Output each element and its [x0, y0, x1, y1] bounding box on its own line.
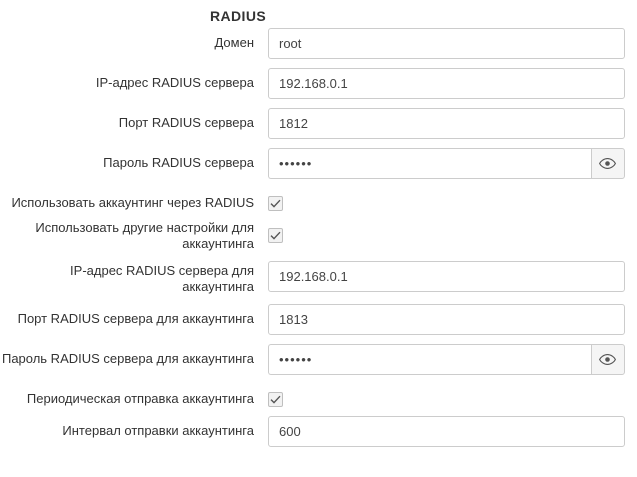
accounting-server-password-input[interactable] [268, 344, 591, 375]
domain-field-wrap [268, 28, 637, 59]
server-password-label: Пароль RADIUS сервера [103, 155, 254, 170]
accounting-server-password-input-group [268, 344, 625, 375]
use-other-accounting-settings-label-line1: Использовать другие настройки для [35, 220, 254, 235]
accounting-server-port-field-wrap [268, 304, 637, 335]
accounting-server-ip-label-line2: аккаунтинга [182, 279, 254, 294]
accounting-interval-field-wrap [268, 416, 637, 447]
field-row-periodic-accounting [0, 384, 637, 407]
eye-icon[interactable] [591, 344, 625, 375]
domain-label: Домен [214, 35, 254, 50]
accounting-interval-input[interactable] [268, 416, 625, 447]
accounting-server-password-field-wrap [268, 344, 637, 375]
accounting-server-port-label: Порт RADIUS сервера для аккаунтинга [17, 311, 254, 326]
field-row-accounting-server-port [0, 304, 637, 335]
field-row-use-accounting [0, 188, 637, 211]
field-row-server-password [0, 148, 637, 179]
server-password-input-group [268, 148, 625, 179]
use-other-accounting-settings-label-line2: аккаунтинга [182, 236, 254, 251]
accounting-interval-label: Интервал отправки аккаунтинга [62, 423, 254, 438]
field-row-server-port [0, 108, 637, 139]
accounting-server-ip-label-line1: IP-адрес RADIUS сервера для [70, 263, 254, 278]
section-title: RADIUS [210, 8, 267, 24]
use-accounting-field-wrap [268, 188, 637, 211]
accounting-server-ip-label [0, 261, 268, 295]
periodic-accounting-field-wrap [268, 384, 637, 407]
server-port-label: Порт RADIUS сервера [118, 115, 254, 130]
field-row-server-ip [0, 68, 637, 99]
server-ip-input[interactable] [268, 68, 625, 99]
field-row-accounting-server-ip [0, 261, 637, 295]
server-port-field-wrap [268, 108, 637, 139]
field-row-accounting-interval [0, 416, 637, 447]
eye-icon[interactable] [591, 148, 625, 179]
server-ip-label: IP-адрес RADIUS сервера [95, 75, 254, 90]
server-password-field-wrap [268, 148, 637, 179]
accounting-server-password-label: Пароль RADIUS сервера для аккаунтинга [1, 351, 254, 366]
accounting-server-ip-field-wrap [268, 261, 637, 292]
use-accounting-checkbox[interactable] [268, 196, 283, 211]
check-icon [270, 199, 281, 208]
periodic-accounting-label: Периодическая отправка аккаунтинга [26, 391, 254, 406]
server-port-input[interactable] [268, 108, 625, 139]
field-row-accounting-server-password [0, 344, 637, 375]
accounting-server-ip-input[interactable] [268, 261, 625, 292]
field-row-use-other-accounting-settings [0, 220, 637, 252]
server-password-input[interactable] [268, 148, 591, 179]
check-icon [270, 231, 281, 240]
use-other-accounting-settings-checkbox[interactable] [268, 228, 283, 243]
domain-input[interactable] [268, 28, 625, 59]
accounting-server-port-input[interactable] [268, 304, 625, 335]
use-accounting-label: Использовать аккаунтинг через RADIUS [11, 195, 254, 210]
field-row-domain [0, 28, 637, 59]
periodic-accounting-checkbox[interactable] [268, 392, 283, 407]
check-icon [270, 395, 281, 404]
use-other-accounting-settings-label [0, 220, 268, 252]
server-ip-field-wrap [268, 68, 637, 99]
use-other-accounting-settings-field-wrap [268, 220, 637, 243]
